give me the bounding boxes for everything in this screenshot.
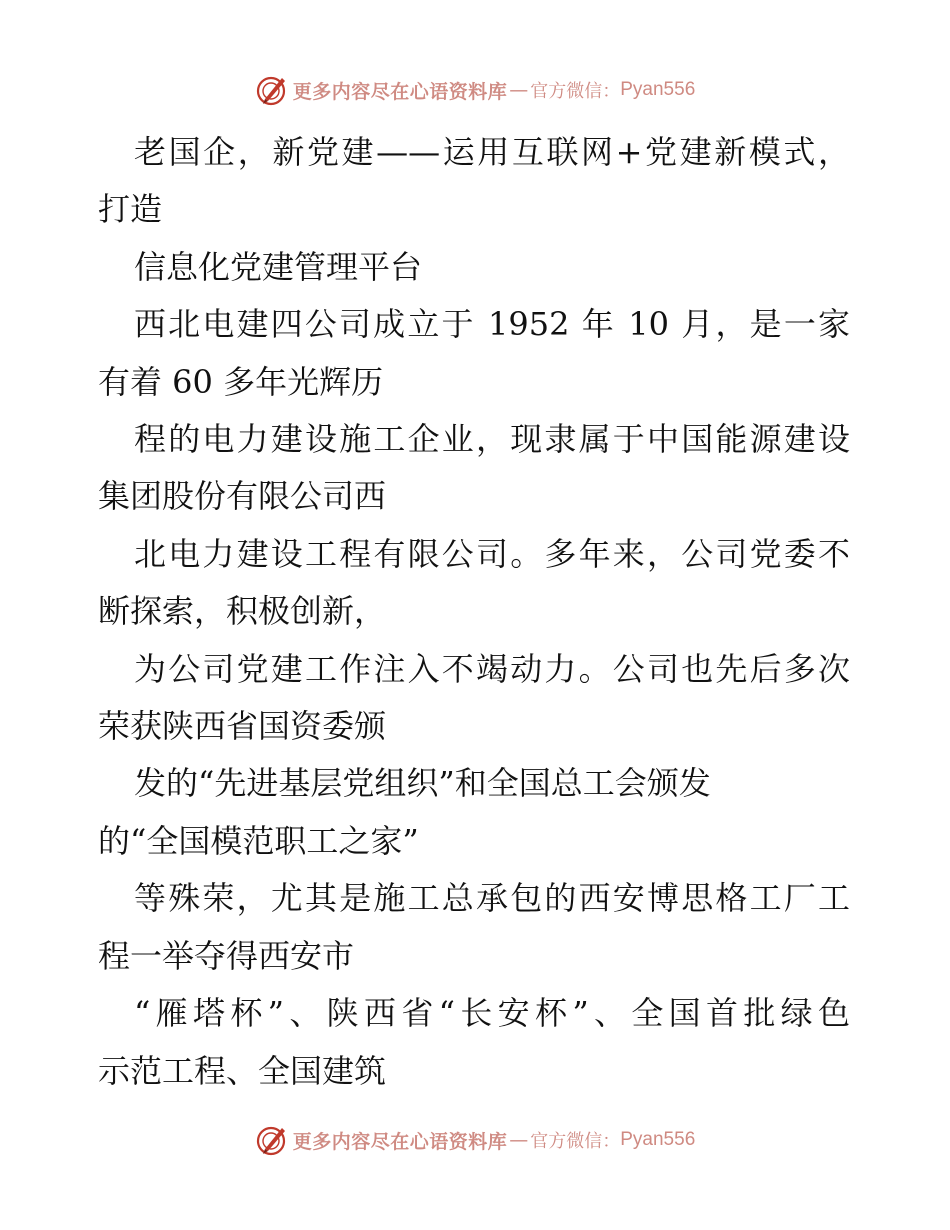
document-body bbox=[98, 124, 850, 1100]
footer-slogan: 更多内容尽在心语资料库 bbox=[292, 1130, 508, 1153]
body-line: 为公司党建工作注入不竭动力。公司也先后多次 bbox=[134, 649, 850, 688]
body-line: 程的电力建设施工企业，现隶属于中国能源建设 bbox=[134, 420, 850, 459]
header-wechat-label: 官方微信： bbox=[530, 81, 621, 102]
body-line: 打造 bbox=[98, 190, 163, 229]
header-banner bbox=[0, 70, 950, 110]
body-line: “雁塔杯”、陕西省“长安杯”、全国首批绿色 bbox=[134, 994, 850, 1033]
body-line: 老国企，新党建——运用互联网+党建新模式， bbox=[134, 133, 850, 171]
header-separator: — bbox=[509, 79, 529, 101]
body-line: 等殊荣，尤其是施工总承包的西安博思格工厂工 bbox=[134, 879, 850, 918]
footer-separator: — bbox=[509, 1129, 529, 1151]
body-line: 信息化党建管理平台 bbox=[134, 247, 423, 286]
body-line: 有着 60 多年光辉历 bbox=[98, 362, 384, 401]
body-line: 程一举夺得西安市 bbox=[98, 936, 355, 975]
body-line: 发的“先进基层党组织”和全国总工会颁发 bbox=[134, 764, 711, 803]
body-line: 断探索，积极创新， bbox=[98, 592, 387, 631]
quill-pen-logo-icon bbox=[255, 1123, 289, 1157]
footer-banner bbox=[0, 1120, 950, 1160]
body-line: 的“全国模范职工之家” bbox=[98, 821, 419, 860]
footer-wechat-id: Pyan556 bbox=[620, 1129, 696, 1150]
quill-pen-logo-icon bbox=[255, 73, 289, 107]
body-line: 西北电建四公司成立于 1952 年 10 月，是一家 bbox=[134, 305, 850, 344]
body-line: 示范工程、全国建筑 bbox=[98, 1051, 387, 1090]
footer-wechat-label: 官方微信： bbox=[530, 1131, 621, 1152]
body-line: 北电力建设工程有限公司。多年来，公司党委不 bbox=[134, 534, 850, 573]
body-line: 荣获陕西省国资委颁 bbox=[98, 707, 387, 746]
body-line: 集团股份有限公司西 bbox=[98, 477, 387, 516]
header-slogan: 更多内容尽在心语资料库 bbox=[292, 80, 508, 103]
header-wechat-id: Pyan556 bbox=[620, 79, 696, 100]
